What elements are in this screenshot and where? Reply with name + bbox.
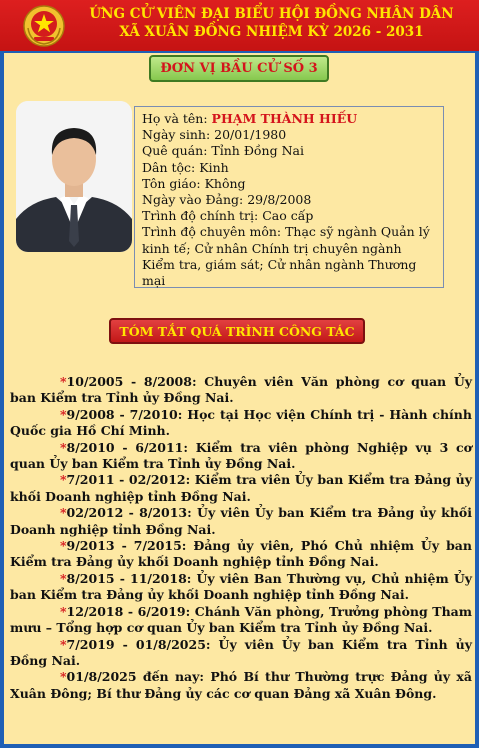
candidate-portrait-icon [16, 101, 132, 252]
info-ethnicity: Dân tộc: Kinh [142, 159, 229, 175]
timeline-entry: *7/2019 - 01/8/2025: Ủy viên Ủy ban Kiểm tra Tỉnh ủy Đồng Nai. [10, 636, 472, 668]
info-birth-date: Ngày sinh: 20/01/1980 [142, 127, 287, 143]
info-political-level: Trình độ chính trị: Cao cấp [142, 208, 314, 224]
candidate-photo [16, 101, 132, 252]
timeline-entry: *8/2010 - 6/2011: Kiểm tra viên phòng Nghiệp vụ 3 cơ quan Ủy ban Kiểm tra Tỉnh ủy Đồng Nai. [10, 439, 472, 472]
timeline-entry: *12/2018 - 6/2019: Chánh Văn phòng, Trưởng phòng Tham mưu – Tổng hợp cơ quan Ủy ban Kiểm tra Tỉnh ủy Đồng Nai. [10, 603, 472, 636]
timeline-entry: *01/8/2025 đến nay: Phó Bí thư Thường trực Đảng ủy xã Xuân Đông; Bí thư Đảng ủy các cơ quan Đảng xã Xuân Đông. [10, 669, 472, 701]
timeline-entry: *9/2013 - 7/2015: Đảng ủy viên, Phó Chủ nhiệm Ủy ban Kiểm tra Đảng ủy khối Doanh nghiệp tỉnh Đồng Nai. [10, 538, 472, 570]
career-timeline [10, 374, 472, 702]
info-hometown: Quê quán: Tỉnh Đồng Nai [142, 143, 304, 159]
national-emblem-icon [22, 4, 66, 48]
header-banner [0, 0, 479, 53]
info-party-join-date: Ngày vào Đảng: 29/8/2008 [142, 192, 312, 208]
candidate-name: PHẠM THÀNH HIẾU [211, 111, 358, 126]
candidate-info-box [134, 106, 444, 288]
timeline-entry: *9/2008 - 7/2010: Học tại Học viện Chính trị - Hành chính Quốc gia Hồ Chí Minh. [10, 406, 472, 439]
timeline-entry: *8/2015 - 11/2018: Ủy viên Ban Thường vụ, Chủ nhiệm Ủy ban Kiểm tra Đảng ủy khối Doanh nghiệp tỉnh Đồng Nai. [10, 570, 472, 603]
career-summary-title: TÓM TẮT QUÁ TRÌNH CÔNG TÁC [109, 318, 365, 344]
timeline-entry: *7/2011 - 02/2012: Kiểm tra viên Ủy ban Kiểm tra Đảng ủy khối Doanh nghiệp tỉnh Đồng Nai. [10, 472, 472, 504]
info-qualification: Trình độ chuyên môn: Thạc sỹ ngành Quản lý kinh tế; Cử nhân Chính trị chuyên ngành Kiểm tra, giám sát; Cử nhân ngành Thương mại [142, 224, 430, 289]
timeline-entry: *10/2005 - 8/2008: Chuyên viên Văn phòng cơ quan Ủy ban Kiểm tra Tỉnh ủy Đồng Nai. [10, 374, 472, 406]
electoral-unit-badge: ĐƠN VỊ BẦU CỬ SỐ 3 [149, 55, 329, 82]
timeline-entry: *02/2012 - 8/2013: Ủy viên Ủy ban Kiểm tra Đảng ủy khối Doanh nghiệp tỉnh Đồng Nai. [10, 505, 472, 537]
header-line-2: XÃ XUÂN ĐỒNG NHIỆM KỲ 2026 - 2031 [119, 24, 424, 40]
header-line-1: ỨNG CỬ VIÊN ĐẠI BIỂU HỘI ĐỒNG NHÂN DÂN [89, 6, 454, 22]
name-label: Họ và tên: [142, 111, 212, 126]
info-religion: Tôn giáo: Không [142, 175, 246, 191]
header-title [70, 5, 473, 41]
candidate-name-row [142, 111, 437, 127]
